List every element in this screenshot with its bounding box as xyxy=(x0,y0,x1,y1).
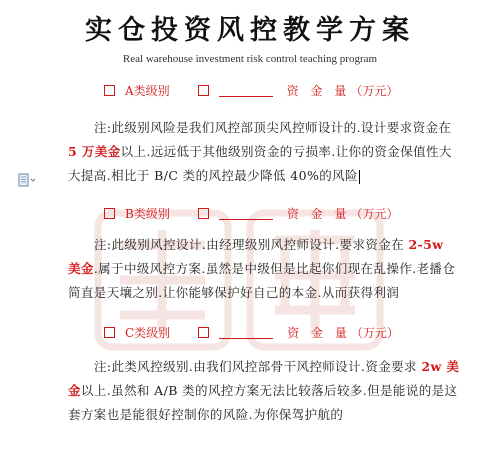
fund-a-input[interactable] xyxy=(219,84,273,97)
level-a-name: A类级别 xyxy=(125,83,170,98)
level-b-desc-before: 注:此级别风控设计.由经理级别风控师设计.要求资金在 xyxy=(94,237,409,252)
level-a-checkbox[interactable] xyxy=(104,85,115,96)
level-c-amount: 2w 美金 xyxy=(68,359,460,398)
level-b-checkbox[interactable] xyxy=(104,208,115,219)
fund-b-label: 资 金 量 xyxy=(286,206,351,221)
fund-c-checkbox[interactable] xyxy=(198,327,209,338)
level-b-desc-after: .属于中级风控方案.虽然是中级但是比起你们现在乱操作.老播仓简直是天壤之别.让你能够保护好自己的本金.从而获得利润 xyxy=(68,261,456,300)
level-a-amount: 5 万美金 xyxy=(68,144,121,159)
fund-b-unit: （万元） xyxy=(350,206,399,221)
level-c-desc-after: 以上.虽然和 A/B 类的风控方案无法比较落后较多.但是能说的是这套方案也是能很好控制你的风险.为你保驾护航的 xyxy=(68,383,458,422)
fund-c-unit: （万元） xyxy=(350,325,399,340)
level-a-description xyxy=(68,116,460,188)
level-b-amount: 2-5w 美金 xyxy=(68,237,444,276)
level-a-desc-before: 注:此级别风险是我们风控部顶尖风控师设计的.设计要求资金在 xyxy=(94,120,452,135)
text-cursor xyxy=(359,170,360,184)
level-b-name: B类级别 xyxy=(125,206,170,221)
level-b-row xyxy=(104,203,398,223)
level-c-checkbox[interactable] xyxy=(104,327,115,338)
level-a-row xyxy=(104,80,398,100)
level-c-row xyxy=(104,322,399,342)
page-title: 实仓投资风控教学方案 xyxy=(85,15,415,46)
fund-b-input[interactable] xyxy=(219,207,273,220)
fund-c-label: 资 金 量 xyxy=(287,325,351,340)
fund-c-input[interactable] xyxy=(219,326,273,339)
document-icon[interactable] xyxy=(18,173,36,187)
fund-a-label: 资 金 量 xyxy=(286,83,351,98)
level-c-desc-before: 注:此类风控级别.由我们风控部骨干风控师设计.资金要求 xyxy=(94,359,422,374)
page-subtitle: Real warehouse investment risk control teaching program xyxy=(122,53,378,65)
level-a-desc-after: 以上.远远低于其他级别资金的亏损率.让你的资金保值性大大提高.相比于 B/C 类的风控最少降低 40%的风险 xyxy=(68,144,452,183)
level-c-name: C类级别 xyxy=(125,325,171,340)
level-b-description xyxy=(68,233,460,305)
level-c-description xyxy=(68,355,460,427)
fund-b-checkbox[interactable] xyxy=(198,208,209,219)
fund-a-unit: （万元） xyxy=(350,83,399,98)
fund-a-checkbox[interactable] xyxy=(198,85,209,96)
